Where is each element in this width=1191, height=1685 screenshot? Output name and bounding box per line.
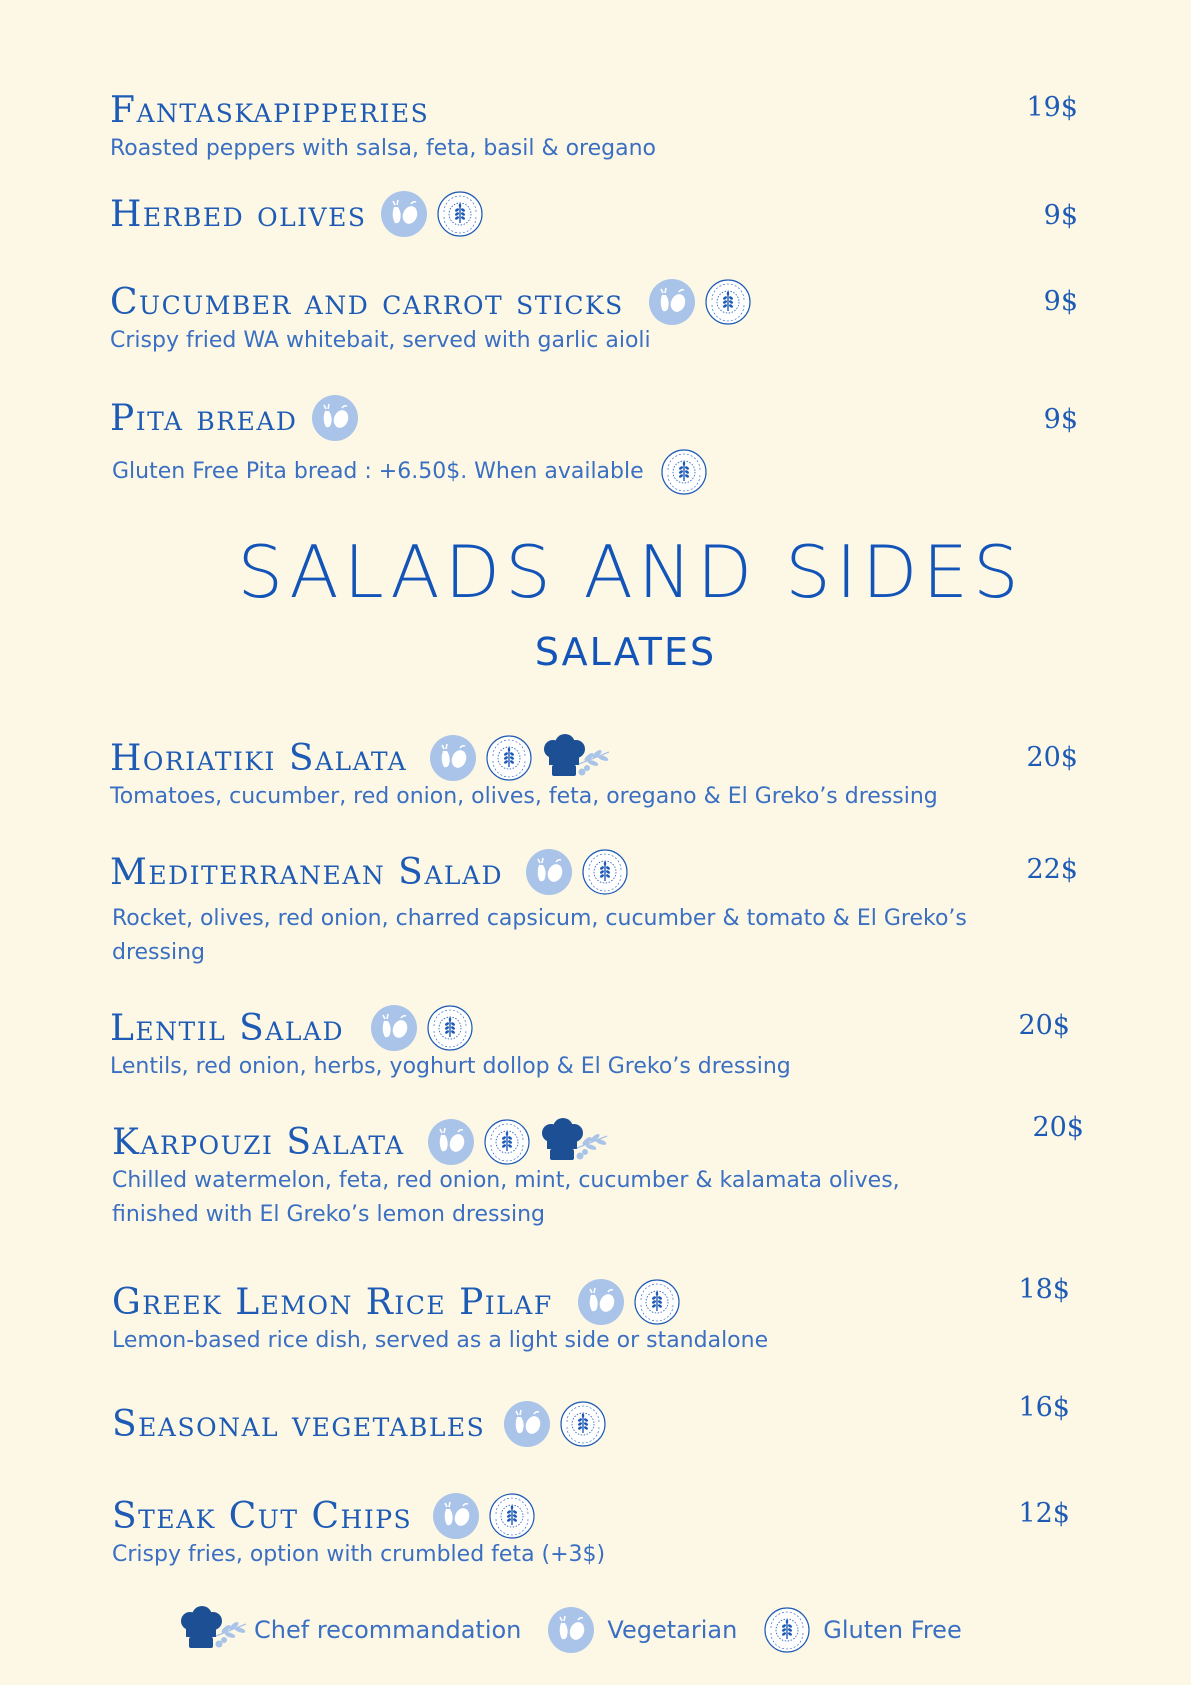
item-name: Lentil Salad [110, 1007, 345, 1049]
vegetarian-icon [525, 848, 573, 896]
vegetarian-icon [429, 734, 477, 782]
legend-vegetarian-label: Vegetarian [607, 1616, 738, 1644]
vegetarian-icon [577, 1278, 625, 1326]
gluten-free-icon [763, 1606, 811, 1654]
item-description-row [112, 448, 992, 496]
section-subtitle: SALATES [534, 630, 717, 674]
vegetarian-icon [648, 278, 696, 326]
menu-item-seasonal-vegetables [112, 1392, 1092, 1446]
menu-item-horiatiki-salata [110, 736, 1090, 814]
vegetarian-icon [432, 1492, 480, 1540]
gluten-free-icon [485, 734, 533, 782]
vegetarian-icon [311, 394, 359, 442]
item-name: Karpouzi Salata [112, 1121, 405, 1163]
item-name: Fantaskapipperies [110, 89, 430, 131]
item-price: 20$ [1032, 1112, 1084, 1143]
item-name: Mediterranean Salad [110, 851, 504, 893]
menu-item-greek-lemon-rice-pilaf [112, 1274, 1092, 1358]
menu-item-fantaskapipperies [110, 88, 1090, 166]
item-name: Greek Lemon Rice Pilaf [112, 1281, 553, 1323]
legend-vegetarian [547, 1606, 737, 1654]
section-title: SALADS AND SIDES [237, 530, 1024, 614]
menu-item-herbed-olives [110, 192, 1090, 236]
item-price: 19$ [1026, 92, 1078, 123]
item-name: Horiatiki Salata [110, 737, 408, 779]
vegetarian-icon [370, 1004, 418, 1052]
item-name: Cucumber and carrot sticks [110, 281, 624, 323]
item-description: Lemon-based rice dish, served as a light side or standalone [112, 1328, 769, 1353]
item-name: Pita bread [110, 397, 298, 439]
legend-chef [178, 1606, 521, 1654]
gluten-free-icon [483, 1118, 531, 1166]
item-price: 12$ [1018, 1498, 1070, 1529]
vegetarian-icon [547, 1606, 595, 1654]
chef-hat-icon [178, 1606, 250, 1654]
menu-item-lentil-salad [110, 1006, 1090, 1084]
gluten-free-icon [581, 848, 629, 896]
item-description: Chilled watermelon, feta, red onion, mint, cucumber & kalamata olives, finished with El Greko’s lemon dressing [112, 1168, 900, 1227]
legend-chef-label: Chef recommandation [254, 1616, 522, 1644]
item-name: Seasonal vegetables [112, 1403, 486, 1445]
item-name: Herbed olives [110, 193, 367, 235]
item-description: Crispy fried WA whitebait, served with garlic aioli [110, 328, 651, 353]
item-price: 20$ [1026, 742, 1078, 773]
vegetarian-icon [380, 190, 428, 238]
menu-item-mediterranean-salad [110, 850, 1090, 970]
item-price: 9$ [1043, 200, 1078, 231]
gluten-free-icon [426, 1004, 474, 1052]
item-price: 22$ [1026, 854, 1078, 885]
item-description: Rocket, olives, red onion, charred capsicum, cucumber & tomato & El Greko’s dressing [112, 906, 967, 965]
gluten-free-icon [559, 1400, 607, 1448]
vegetarian-icon [503, 1400, 551, 1448]
menu-item-cucumber-carrot-sticks [110, 280, 1090, 358]
item-price: 9$ [1043, 286, 1078, 317]
legend [178, 1606, 1078, 1654]
chef-hat-icon [541, 734, 613, 782]
legend-gluten-free [763, 1606, 961, 1654]
legend-gluten-free-label: Gluten Free [823, 1616, 962, 1644]
item-description: Tomatoes, cucumber, red onion, olives, feta, oregano & El Greko’s dressing [110, 784, 938, 809]
chef-hat-icon [539, 1118, 611, 1166]
item-price: 16$ [1018, 1392, 1070, 1423]
item-description: Roasted peppers with salsa, feta, basil & oregano [110, 136, 656, 161]
menu-item-steak-cut-chips [112, 1494, 1092, 1572]
item-name: Steak Cut Chips [112, 1495, 413, 1537]
vegetarian-icon [427, 1118, 475, 1166]
item-price: 9$ [1043, 404, 1078, 435]
item-description: Gluten Free Pita bread : +6.50$. When available [112, 459, 644, 484]
gluten-free-icon [704, 278, 752, 326]
gluten-free-icon [488, 1492, 536, 1540]
item-description: Lentils, red onion, herbs, yoghurt dollop & El Greko’s dressing [110, 1054, 791, 1079]
gluten-free-icon [633, 1278, 681, 1326]
item-price: 18$ [1018, 1274, 1070, 1305]
item-price: 20$ [1018, 1010, 1070, 1041]
item-description: Crispy fries, option with crumbled feta (+3$) [112, 1542, 606, 1567]
gluten-free-icon [660, 448, 708, 496]
gluten-free-icon [436, 190, 484, 238]
menu-item-karpouzi-salata [112, 1112, 1092, 1232]
menu-item-pita-bread [110, 396, 1090, 496]
